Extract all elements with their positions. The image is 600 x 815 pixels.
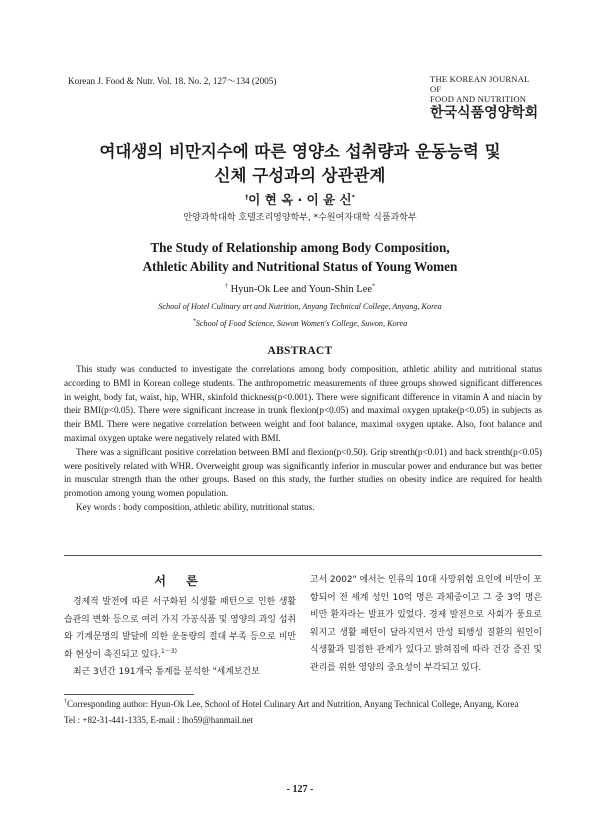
intro-left-column [64,572,296,682]
reference-mark: 1～3) [161,647,178,655]
abstract-paragraph-1: This study was conducted to investigate the correlations among body composition, athletic ability and nutritional status according to BMI in Korean college students. The anthropometric measurements of three groups showed significant differences in weight, body fat, waist, hip, WHR, skinfold thickness(p<0.001). There were significant difference in vitamin A and niacin by their BMI(p<0.05). There were significant increase in trunk flexion(p<0.05) and maximal oxygen uptake(p<0.05) in subjects as their BMI. There were negative correlation between weight and foot balance, maximal oxygen uptake. Also, foot balance and maximal oxygen uptake were negatively related with BMI. [64,364,542,443]
authors-english [40,284,560,295]
affiliation-korean: 안양과학대학 호텔조리영양학부, *수원여자대학 식품과학부 [183,213,417,223]
journal-logo [430,74,542,122]
abstract-paragraph-2: There was a significant positive correlation between BMI and flexion(p<0.50). Grip strenth(p<0.01) and back strenth(p<0.05) were positively related with WHR. Overweight group was significantly inferior in muscular power and endurance but was better in muscular strength than the other groups. Based on this study, the further studies on obesity indice are required for health promotion among young women population. [64,446,542,499]
title-english [40,238,560,276]
footnote-divider [64,694,194,695]
corresponding-mark-en: † [224,283,228,290]
intro-paragraph-1 [64,594,296,664]
intro-right-column [310,572,542,677]
title-english-line2: Athletic Ability and Nutritional Status of Young Women [142,259,458,274]
affiliation-english-2-text: School of Food Science, Suwon Women's College, Suwon, Korea [195,319,408,328]
footnote-mark: † [64,699,67,705]
contact-info: Tel : +82-31-441-1335, E-mail : lho59@hanmail.net [64,714,253,725]
keywords: Key words : body composition, athletic ability, nutritional status. [76,501,315,512]
abstract-heading: ABSTRACT [267,345,333,357]
affiliation-english-1: School of Hotel Culinary art and Nutrition, Anyang Technical College, Anyang, Korea [158,302,442,311]
title-english-line1: The Study of Relationship among Body Composition, [150,240,450,255]
author-names-english: Hyun-Ok Lee and Youn-Shin Lee [230,284,373,295]
affiliation-english-2 [40,319,560,328]
title-korean [40,140,560,188]
affiliation-mark-en: * [372,283,376,290]
author-names-korean: 이 현 옥 · 이 윤 신 [248,192,352,207]
abstract-divider [64,555,542,556]
journal-name-en-line1: THE KOREAN JOURNAL OF [430,74,530,94]
intro-paragraph-2: 최근 3년간 191개국 통계를 분석한 "세계보건보 [73,667,260,677]
abstract-body [64,363,542,515]
footnote [64,698,542,727]
journal-name-en-line2: FOOD AND NUTRITION [430,94,527,104]
section-heading-intro: 서 론 [154,574,206,588]
authors-korean [40,190,560,208]
corresponding-author [64,698,542,712]
corresponding-mark: † [245,193,249,201]
intro-paragraph-continued: 고서 2002" 에서는 인류의 10대 사망위험 요인에 비만이 포함되어 전 세계 성인 10억 명은 과체중이고 그 중 3억 명은 비만 환자라는 발표가 있었다. 경제 발전으로 사회가 풍요로워지고 생활 패턴이 달라지면서 만성 퇴행성 질환의 원인이 식생활과 밀접한 관계가 있다고 밝혀짐에 따라 건강 증진 및 관리를 위한 영양의 중요성이 부각되고 있다. [310,575,542,673]
title-korean-line2: 신체 구성과의 상관관계 [214,166,386,185]
title-korean-line1: 여대생의 비만지수에 따른 영양소 섭취량과 운동능력 및 [99,142,501,161]
journal-name-ko: 한국식품영양학회 [430,105,539,121]
affiliation-mark-en2: * [192,318,196,325]
page-number: - 127 - [286,784,314,795]
affiliation-mark: * [351,193,355,201]
intro-paragraph-1-text: 경제적 발전에 따른 서구화된 식생활 패턴으로 인한 생활습관의 변화 등으로 여러 가지 가공식품 및 영양의 과잉 섭취와 기계문명의 발달에 의한 운동량의 절대 부족 등으로 비만화 현상이 촉진되고 있다. [64,597,296,660]
corresponding-author-text: Corresponding author: Hyun-Ok Lee, School of Hotel Culinary Art and Nutrition, Anyang Technical College, Anyang, Korea [67,699,519,709]
citation-line: Korean J. Food & Nutr. Vol. 18. No. 2, 127～134 (2005) [68,76,277,86]
